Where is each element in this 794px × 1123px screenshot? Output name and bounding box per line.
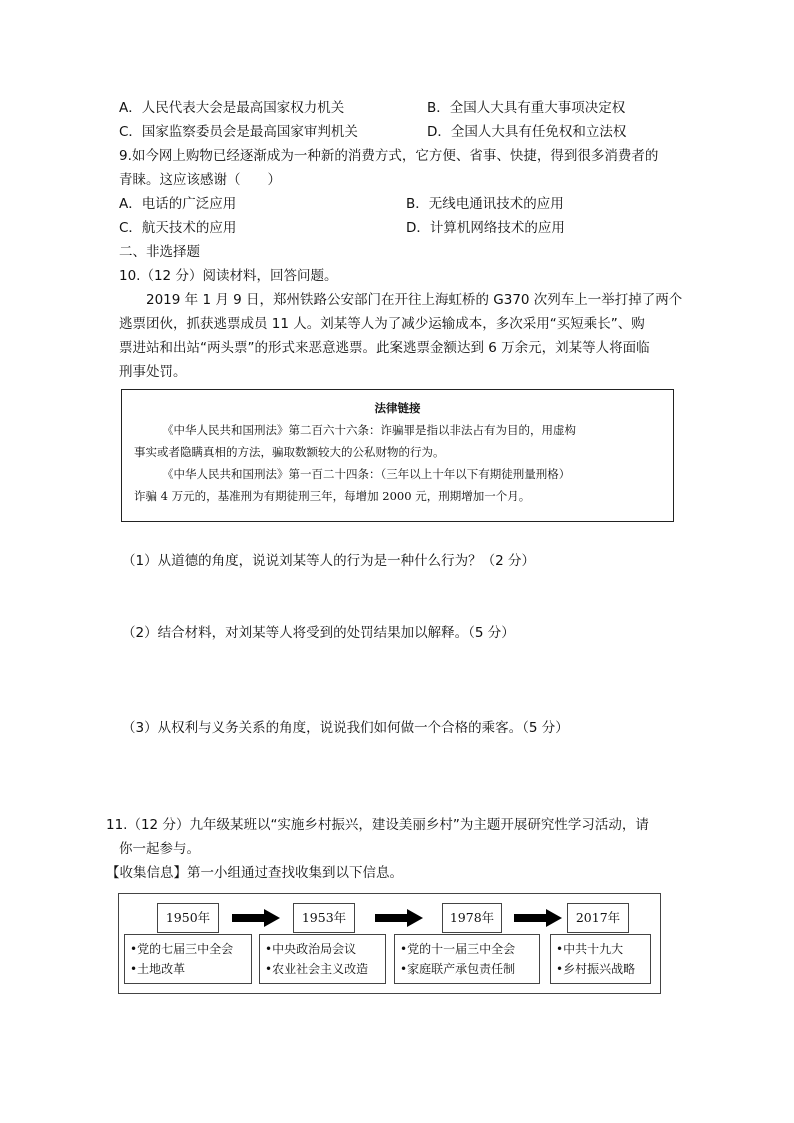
law-link-title: 法律链接 — [374, 401, 421, 415]
q10-sub1: （1）从道德的角度，说说刘某等人的行为是一种什么行为？（2 分） — [122, 553, 535, 569]
law-article-124-line1: 《中华人民共和国刑法》第一百二十四条：（三年以上十年以下有期徒刑量刑格） — [162, 467, 571, 481]
timeline-event-line: •乡村振兴战略 — [556, 962, 636, 976]
timeline-arrow-icon — [375, 909, 423, 927]
timeline-year-1950: 1950年 — [157, 903, 219, 933]
q8-option-b: B．全国人大具有重大事项决定权 — [427, 100, 626, 116]
q8-option-a: A．人民代表大会是最高国家权力机关 — [119, 100, 345, 116]
timeline-event-1953 — [259, 934, 386, 984]
timeline-event-1978 — [394, 934, 540, 984]
section-title: 二、非选择题 — [119, 244, 200, 260]
q10-para-line1: 2019 年 1 月 9 日，郑州铁路公安部门在开往上海虹桥的 G370 次列车上一举打掉了两个 — [146, 292, 683, 308]
timeline-event-2017 — [550, 934, 651, 984]
q8-option-c: C．国家监察委员会是最高国家审判机关 — [119, 124, 358, 140]
q9-option-d: D．计算机网络技术的应用 — [406, 220, 565, 236]
q11-stem-line2: 你一起参与。 — [119, 841, 200, 857]
q9-option-c: C．航天技术的应用 — [119, 220, 237, 236]
q10-para-line4: 刑事处罚。 — [119, 364, 187, 380]
q10-stem: 10.（12 分）阅读材料，回答问题。 — [119, 268, 338, 284]
q11-collect-info: 【收集信息】第一小组通过查找收集到以下信息。 — [106, 865, 403, 881]
q11-stem-line1: 11.（12 分）九年级某班以“实施乡村振兴，建设美丽乡村”为主题开展研究性学习活动，请 — [106, 817, 649, 833]
timeline-year-1953: 1953年 — [293, 903, 355, 933]
timeline-event-line: •农业社会主义改造 — [265, 962, 369, 976]
timeline-event-line: •家庭联产承包责任制 — [400, 962, 516, 976]
q9-option-a: A．电话的广泛应用 — [119, 196, 237, 212]
timeline-year-1978: 1978年 — [442, 903, 502, 933]
timeline-event-line: •中央政治局会议 — [265, 942, 357, 956]
timeline-event-line: •党的十一届三中全会 — [400, 942, 516, 956]
q9-stem-line2: 青睐。这应该感谢（ ） — [119, 172, 281, 188]
timeline-year-2017: 2017年 — [567, 903, 629, 933]
q10-para-line3: 票进站和出站“两头票”的形式来恶意逃票。此案逃票金额达到 6 万余元，刘某等人将面临 — [119, 340, 650, 356]
timeline-event-1950 — [124, 934, 252, 984]
timeline-event-line: •党的七届三中全会 — [130, 942, 234, 956]
law-article-266-line1: 《中华人民共和国刑法》第二百六十六条：诈骗罪是指以非法占有为目的，用虚构 — [162, 423, 576, 437]
q9-option-b: B．无线电通讯技术的应用 — [406, 196, 564, 212]
timeline-arrow-icon — [232, 909, 280, 927]
q9-stem-line1: 9.如今网上购物已经逐渐成为一种新的消费方式，它方便、省事、快捷，得到很多消费者的 — [119, 148, 659, 164]
q10-sub2: （2）结合材料，对刘某等人将受到的处罚结果加以解释。（5 分） — [122, 625, 515, 641]
timeline-arrow-icon — [514, 909, 562, 927]
law-link-box — [121, 389, 674, 522]
q10-sub3: （3）从权利与义务关系的角度，说说我们如何做一个合格的乘客。（5 分） — [122, 720, 569, 736]
q8-option-d: D．全国人大具有任免权和立法权 — [427, 124, 627, 140]
q10-para-line2: 逃票团伙，抓获逃票成员 11 人。刘某等人为了减少运输成本，多次采用“买短乘长”、购 — [119, 316, 645, 332]
timeline-event-line: •中共十九大 — [556, 942, 624, 956]
timeline-event-line: •土地改革 — [130, 962, 186, 976]
law-article-124-line2: 诈骗 4 万元的，基准刑为有期徒刑三年，每增加 2000 元，刑期增加一个月。 — [134, 489, 531, 503]
law-article-266-line2: 事实或者隐瞒真相的方法，骗取数额较大的公私财物的行为。 — [134, 445, 445, 459]
